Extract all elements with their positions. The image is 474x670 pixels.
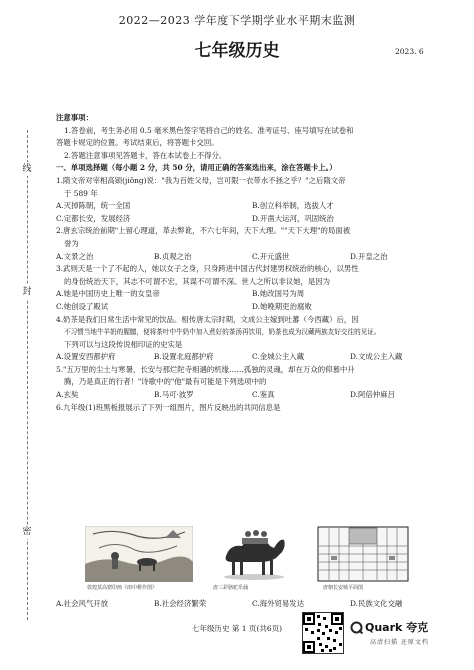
notice-item-2: 2.答题注意事项见答题卡，答在本试卷上不得分。 [64, 150, 227, 160]
question-6-options-block [56, 598, 448, 611]
margin-char-xian: 线 [19, 162, 35, 176]
option-d: D.开凿大运河，巩固统治 [252, 213, 334, 223]
option-b: B.马可·波罗 [154, 390, 194, 400]
exam-content [56, 112, 448, 414]
question-4-stem-cont: 不习惯当地牛羊奶的腥膻，便将茶叶中牛奶中加入煮好的茶汤再饮用，奶茶也成为汉藏两族友好交往的见证。 [64, 328, 381, 337]
mural-caption: 敦煌莫高窟印画《雨中耕作图》 [87, 585, 158, 591]
exam-date: 2023. 6 [395, 47, 424, 56]
option-c: C.海外贸易发达 [252, 599, 305, 608]
option-b: B.设置北庭都护府 [154, 352, 214, 362]
question-4-stem: 4.奶茶是我们日常生活中常见的饮品。相传唐太宗时期，文成公主嫁到吐蕃（今西藏）后，因 [56, 314, 359, 324]
binding-line [27, 130, 28, 620]
quark-slogan: 高清扫描 还原文档 [370, 639, 429, 646]
notice-title: 注意事项： [56, 113, 93, 122]
option-d: D.阿倍仲麻吕 [350, 390, 395, 400]
option-a: A.社会风气开放 [56, 599, 109, 608]
question-1-options-ab [56, 200, 448, 213]
question-4-options [56, 351, 448, 364]
notice-item-1-cont: 答题卡规定的位置。考试结束后，将答题卡交回。 [56, 138, 219, 148]
option-c: C.鉴真 [252, 390, 275, 400]
question-4-stem-cont-2: 下列可以与这段传说相印证的史实是 [64, 339, 183, 349]
quark-brand: Quark 夸克 [365, 621, 429, 634]
option-b: B.社会经济繁荣 [154, 599, 207, 608]
option-a: A.设置安西都护府 [56, 352, 116, 362]
question-6-options [56, 598, 448, 611]
question-2-options [56, 251, 448, 264]
option-c: C.定都长安，发展经济 [56, 213, 131, 223]
question-2-stem-cont: 誉为 [64, 238, 79, 248]
option-c: C.金城公主入藏 [252, 352, 305, 362]
notice-item-1: 1.答卷前，考生务必用 0.5 毫米黑色签字笔将自己的姓名、准考证号、座号填写在试卷和 [64, 125, 354, 135]
option-a: A.灭掉陈朝，统一全国 [56, 201, 131, 211]
option-b: B.创立科举制，选拔人才 [252, 201, 334, 211]
question-1-stem: 1.隋文帝对宰相高颎(jiǒng)说："我为百姓父母，岂可限一衣带水不拯之乎？"之后隋文帝 [56, 175, 346, 185]
camel-figurine-image [210, 526, 298, 582]
option-a: A.文景之治 [56, 251, 94, 261]
option-d: D.她晚期吏治腐败 [252, 301, 312, 311]
question-3-stem: 3.武则天是一个了不起的人，她以女子之身，只身跨进中国古代封建男权统治的核心，以男性 [56, 264, 359, 274]
question-6-images [85, 526, 455, 594]
margin-char-feng: 封 [19, 285, 35, 299]
question-5-stem: 5."五万里的尘土与寒暑，长安与那烂陀寺相遇的机缘……孤独的灵魂，却在万众的仰慕中升 [56, 364, 355, 374]
margin-char-mi: 密 [19, 525, 35, 539]
question-1-options-cd [56, 213, 448, 226]
exam-title: 2022—2023 学年度下学期学业水平期末监测 [118, 14, 356, 27]
option-c: C.开元盛世 [252, 251, 290, 261]
option-d: D.文成公主入藏 [350, 352, 403, 362]
option-c: C.她创设了殿试 [56, 301, 109, 311]
qr-code [302, 612, 344, 654]
option-d: D.开皇之治 [350, 251, 388, 261]
camel-caption: 唐三彩骆驼乐俑 [213, 585, 249, 591]
subject-title: 七年级历史 [194, 41, 280, 61]
page-footer: 七年级历史 第 1 页(共6页) [191, 624, 283, 633]
quark-logo-icon [350, 619, 363, 638]
option-b: B.贞观之治 [154, 251, 192, 261]
question-3-options-cd [56, 301, 448, 314]
changan-map-image [317, 526, 409, 582]
question-5-options [56, 389, 448, 402]
mural-image [85, 526, 193, 582]
question-3-options-ab [56, 288, 448, 301]
question-5-stem-cont: 腾，乃是真正的行者！"诗歌中的"他"最有可能是下列选项中的 [64, 377, 267, 387]
option-a: A.她是中国历史上唯一的女皇帝 [56, 289, 160, 299]
map-caption: 唐朝长安城平面图 [323, 585, 364, 591]
option-b: B.她改国号为周 [252, 289, 305, 299]
section-title: 一、单项选择题（每小题 2 分，共 50 分，请用正确的答案选出来，涂在答题卡上。） [56, 163, 337, 173]
question-3-stem-cont: 的身份统治天下，其志不可谓不宏，其谋不可谓不深。世人之所以非议她，是因为 [64, 276, 331, 286]
question-1-stem-cont: 于 589 年 [64, 188, 98, 198]
question-6-stem: 6.九年级(1)班黑板报展示了下列一组图片，图片反映出的共同信息是 [56, 402, 281, 412]
option-a: A.玄奘 [56, 390, 79, 400]
option-d: D.民族文化交融 [350, 599, 403, 608]
question-2-stem: 2.唐玄宗统治前期"上留心理道，革去弊讹，不六七年间，天下大理。""天下大理"的局面被 [56, 226, 351, 236]
